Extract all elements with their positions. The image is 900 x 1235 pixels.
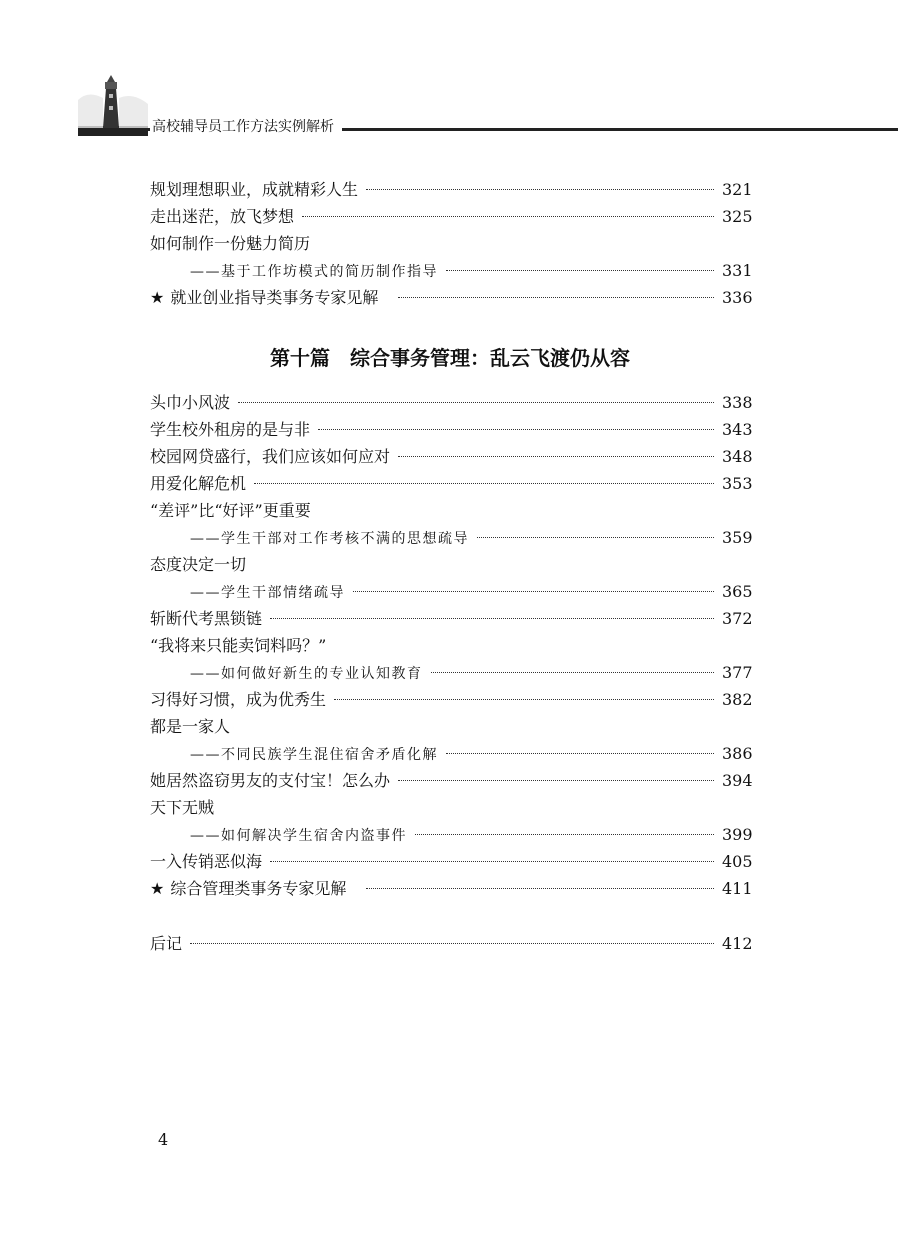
toc-entry-title-wrap: [150, 284, 378, 311]
toc-entry-heading[interactable]: 都是一家人: [150, 717, 231, 736]
leader-dots: [318, 429, 714, 430]
toc-entry-heading[interactable]: 天下无贼: [150, 798, 215, 817]
lighthouse-icon: [78, 70, 148, 136]
chapter-title: 综合事务管理：乱云飞渡仍从容: [350, 346, 630, 370]
leader-dots: [446, 753, 714, 754]
toc-entry[interactable]: [150, 767, 753, 794]
toc-entry-page: 338: [722, 393, 753, 412]
toc-entry[interactable]: [150, 176, 753, 203]
toc-entry-title: ——如何解决学生宿舍内盗事件: [190, 828, 407, 844]
toc-entry-page: 386: [722, 744, 753, 763]
toc-entry-title: 学生校外租房的是与非: [150, 420, 311, 439]
toc-entry-page: 348: [722, 447, 753, 466]
leader-dots: [190, 943, 714, 944]
toc-entry-page: 412: [722, 934, 753, 953]
toc-entry[interactable]: [150, 470, 753, 497]
star-icon: ★: [150, 288, 165, 307]
leader-dots: [366, 888, 714, 889]
toc-entry-subtitle[interactable]: [150, 524, 753, 551]
leader-dots: [254, 483, 714, 484]
toc-entry-page: 405: [722, 852, 753, 871]
toc-entry[interactable]: [150, 203, 753, 230]
toc-entry-subtitle[interactable]: [150, 257, 753, 284]
toc-entry-page: 399: [722, 825, 753, 844]
toc-entry-title: 规划理想职业，成就精彩人生: [150, 180, 359, 199]
toc-entry-title: 她居然盗窃男友的支付宝！怎么办: [150, 771, 391, 790]
toc-section-chapter-ten: [150, 389, 753, 902]
toc-entry-expert-view[interactable]: [150, 875, 753, 902]
toc-entry-page: 377: [722, 663, 753, 682]
toc-entry-page: 336: [722, 288, 753, 307]
toc-entry[interactable]: [150, 443, 753, 470]
leader-dots: [334, 699, 714, 700]
toc-entry-title-wrap: [150, 875, 346, 902]
table-of-contents: [150, 176, 753, 957]
toc-entry-title: 走出迷茫，放飞梦想: [150, 207, 295, 226]
toc-entry-title: 校园网贷盛行，我们应该如何应对: [150, 447, 391, 466]
page-number: 4: [158, 1130, 169, 1149]
toc-entry-heading[interactable]: 态度决定一切: [150, 555, 247, 574]
star-icon: ★: [150, 879, 165, 898]
toc-entry-expert-view[interactable]: [150, 284, 753, 311]
toc-entry-title: ——基于工作坊模式的简历制作指导: [190, 264, 438, 280]
toc-entry-page: 382: [722, 690, 753, 709]
toc-entry[interactable]: [150, 605, 753, 632]
leader-dots: [366, 189, 714, 190]
toc-entry-heading[interactable]: “我将来只能卖饲料吗？”: [150, 636, 327, 655]
leader-dots: [238, 402, 714, 403]
toc-entry-page: 365: [722, 582, 753, 601]
toc-entry-title: 斩断代考黑锁链: [150, 609, 263, 628]
toc-entry-page: 359: [722, 528, 753, 547]
toc-entry[interactable]: [150, 686, 753, 713]
toc-entry[interactable]: [150, 416, 753, 443]
toc-entry-subtitle[interactable]: [150, 578, 753, 605]
toc-entry[interactable]: [150, 389, 753, 416]
leader-dots: [446, 270, 714, 271]
toc-entry-subtitle[interactable]: [150, 821, 753, 848]
toc-entry-page: 372: [722, 609, 753, 628]
toc-entry-title: ——学生干部对工作考核不满的思想疏导: [190, 531, 469, 547]
toc-entry-title: 综合管理类事务专家见解: [170, 879, 347, 898]
toc-entry-heading[interactable]: 如何制作一份魅力简历: [150, 234, 311, 253]
toc-entry[interactable]: [150, 848, 753, 875]
toc-entry-title: 用爱化解危机: [150, 474, 247, 493]
toc-entry-page: 343: [722, 420, 753, 439]
toc-entry-page: 321: [722, 180, 753, 199]
leader-dots: [398, 456, 714, 457]
chapter-label: 第十篇: [270, 346, 330, 370]
toc-entry-page: 411: [722, 879, 753, 898]
toc-entry-title: ——不同民族学生混住宿舍矛盾化解: [190, 747, 438, 763]
book-title: 高校辅导员工作方法实例解析: [150, 116, 342, 136]
toc-entry-page: 394: [722, 771, 753, 790]
toc-entry-afterword[interactable]: [150, 930, 753, 957]
toc-entry-heading[interactable]: “差评”比“好评”更重要: [150, 501, 311, 520]
toc-entry-page: 325: [722, 207, 753, 226]
toc-entry-title: 后记: [150, 934, 183, 953]
toc-entry-title: 头巾小风波: [150, 393, 231, 412]
toc-entry-page: 331: [722, 261, 753, 280]
toc-entry-title: 习得好习惯，成为优秀生: [150, 690, 327, 709]
leader-dots: [398, 780, 714, 781]
chapter-heading: [150, 341, 750, 375]
toc-entry-title: 一入传销恶似海: [150, 852, 263, 871]
leader-dots: [270, 618, 714, 619]
toc-entry-page: 353: [722, 474, 753, 493]
leader-dots: [270, 861, 714, 862]
toc-entry-title: 就业创业指导类事务专家见解: [170, 288, 379, 307]
toc-entry-title: ——如何做好新生的专业认知教育: [190, 666, 423, 682]
toc-entry-subtitle[interactable]: [150, 740, 753, 767]
leader-dots: [431, 672, 715, 673]
leader-dots: [353, 591, 714, 592]
toc-entry-subtitle[interactable]: [150, 659, 753, 686]
leader-dots: [415, 834, 714, 835]
toc-entry-title: ——学生干部情绪疏导: [190, 585, 345, 601]
leader-dots: [477, 537, 714, 538]
toc-section-before: [150, 176, 753, 311]
leader-dots: [398, 297, 714, 298]
running-header: [78, 70, 878, 140]
leader-dots: [302, 216, 714, 217]
